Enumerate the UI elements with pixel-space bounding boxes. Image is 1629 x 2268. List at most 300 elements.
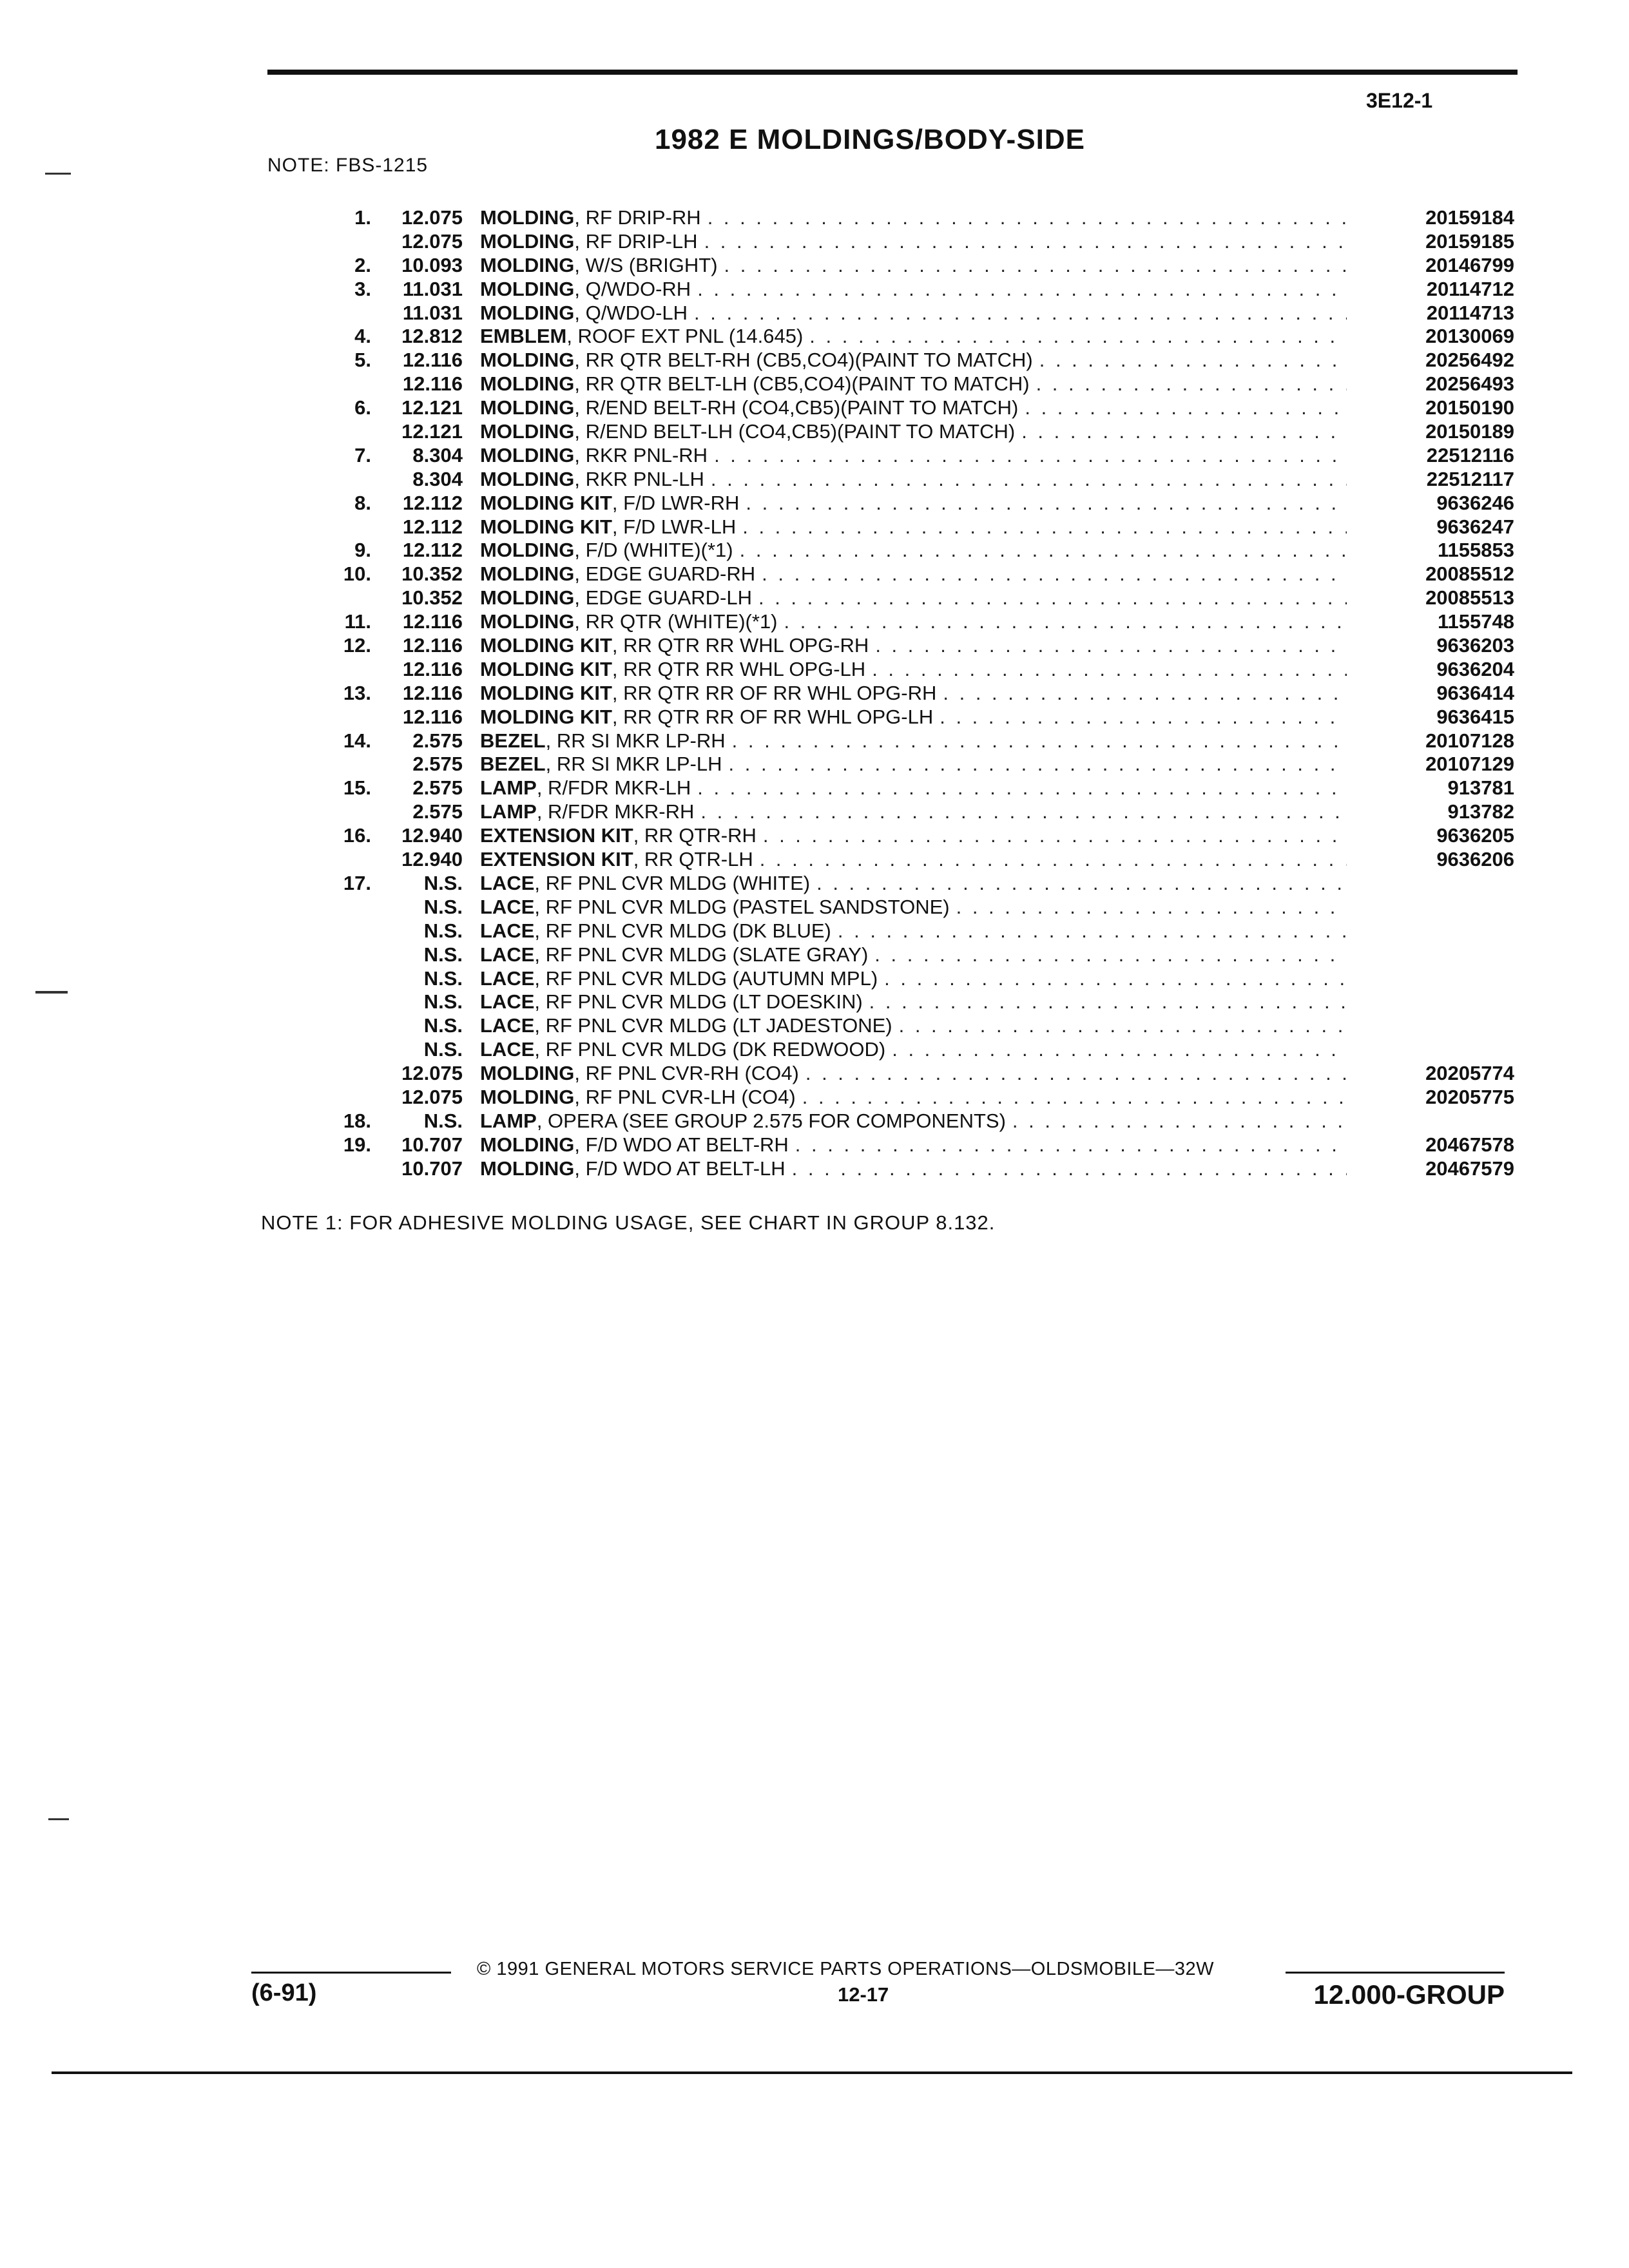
- group-number: N.S.: [423, 966, 463, 990]
- part-description: [480, 658, 1347, 682]
- item-number: 5.: [354, 349, 371, 372]
- part-description: [480, 444, 1347, 468]
- group-number: 8.304: [412, 443, 463, 466]
- part-number: 20256492: [1349, 349, 1514, 372]
- parts-row: [322, 848, 1514, 872]
- leader-dots: [697, 278, 1347, 302]
- part-spec: , RF PNL CVR-RH (CO4): [574, 1062, 799, 1085]
- part-name: LACE: [480, 1014, 535, 1037]
- part-number: 22512117: [1349, 468, 1514, 492]
- parts-row: [322, 943, 1514, 967]
- page-code: 3E12-1: [1366, 89, 1433, 112]
- part-name: EXTENSION KIT: [480, 824, 633, 847]
- parts-row: [322, 753, 1514, 776]
- item-number: 19.: [343, 1133, 371, 1156]
- group-number: N.S.: [423, 1038, 463, 1061]
- group-number: 12.116: [402, 610, 463, 633]
- part-name: MOLDING KIT: [480, 491, 612, 514]
- item-number: 18.: [343, 1109, 371, 1132]
- item-number: 14.: [343, 729, 371, 752]
- parts-row: [322, 1133, 1514, 1157]
- part-description: [480, 610, 1347, 634]
- leader-dots: [762, 562, 1347, 586]
- group-number: 12.116: [402, 681, 463, 704]
- copyright: © 1991 GENERAL MOTORS SERVICE PARTS OPERATIONS—OLDSMOBILE—32W: [477, 1959, 1214, 1979]
- group-number: N.S.: [423, 1014, 463, 1037]
- part-description: [480, 848, 1347, 872]
- group-number: 12.116: [402, 705, 463, 728]
- part-description: [480, 1110, 1347, 1133]
- parts-row: [322, 1062, 1514, 1086]
- part-number: 9636414: [1349, 682, 1514, 706]
- part-description: [480, 254, 1347, 278]
- part-spec: , RR SI MKR LP-RH: [545, 729, 726, 752]
- group-number: 11.031: [402, 277, 463, 300]
- parts-row: [322, 1086, 1514, 1110]
- top-rule: [267, 70, 1518, 75]
- page-title: 1982 E MOLDINGS/BODY-SIDE: [654, 124, 1086, 155]
- leader-dots: [708, 206, 1347, 230]
- leader-dots: [892, 1038, 1347, 1062]
- group-number: 10.352: [401, 562, 463, 586]
- leader-dots: [694, 302, 1347, 325]
- item-number: 11.: [344, 610, 371, 633]
- group-number: 12.075: [401, 1062, 463, 1085]
- footer-rule-left: [251, 1972, 451, 1974]
- part-spec: , R/END BELT-LH (CO4,CB5)(PAINT TO MATCH): [574, 420, 1016, 443]
- scan-mark: [48, 1818, 69, 1820]
- footer-rule-right: [1286, 1972, 1505, 1974]
- parts-row: [322, 872, 1514, 896]
- part-number: 913782: [1349, 800, 1514, 824]
- part-name: LAMP: [480, 776, 537, 800]
- group-number: 2.575: [412, 753, 463, 776]
- part-number: 9636247: [1349, 515, 1514, 539]
- parts-row: [322, 420, 1514, 444]
- parts-row: [322, 230, 1514, 254]
- part-description: [480, 682, 1347, 706]
- part-number: 1155853: [1349, 539, 1514, 562]
- group-number: 2.575: [412, 800, 463, 823]
- part-name: EXTENSION KIT: [480, 848, 633, 871]
- group-number: 12.121: [401, 396, 463, 419]
- part-number: 20146799: [1349, 254, 1514, 278]
- page-number: 12-17: [838, 1983, 889, 2006]
- leader-dots: [956, 896, 1347, 919]
- part-spec: , W/S (BRIGHT): [574, 253, 718, 276]
- leader-dots: [872, 658, 1347, 682]
- part-spec: , RR QTR BELT-RH (CB5,CO4)(PAINT TO MATCH): [574, 349, 1033, 372]
- part-name: LACE: [480, 1038, 535, 1061]
- part-description: [480, 1014, 1347, 1038]
- part-name: MOLDING: [480, 1133, 575, 1156]
- part-spec: , RKR PNL-LH: [574, 467, 704, 490]
- part-number: 9636206: [1349, 848, 1514, 872]
- leader-dots: [1039, 349, 1347, 372]
- part-spec: , R/FDR MKR-LH: [536, 776, 691, 800]
- part-description: [480, 1062, 1347, 1086]
- item-number: 3.: [354, 277, 371, 300]
- part-spec: , RR SI MKR LP-LH: [545, 753, 722, 776]
- item-number: 17.: [343, 871, 371, 894]
- leader-dots: [732, 729, 1347, 753]
- part-number: 20085513: [1349, 586, 1514, 610]
- part-name: LACE: [480, 943, 535, 966]
- leader-dots: [869, 990, 1347, 1014]
- part-name: MOLDING: [480, 420, 575, 443]
- part-name: LACE: [480, 871, 535, 894]
- part-number: 20107129: [1349, 753, 1514, 776]
- part-spec: , RF PNL CVR MLDG (DK REDWOOD): [534, 1038, 886, 1061]
- part-number: 20467579: [1349, 1157, 1514, 1181]
- parts-row: [322, 444, 1514, 468]
- part-description: [480, 325, 1347, 349]
- part-name: MOLDING: [480, 1085, 575, 1108]
- group-number: 12.112: [402, 539, 463, 562]
- part-spec: , F/D LWR-LH: [612, 515, 737, 538]
- revision-date: (6-91): [251, 1979, 317, 2006]
- leader-dots: [874, 943, 1347, 967]
- part-number: 20150190: [1349, 396, 1514, 420]
- part-spec: , ROOF EXT PNL (14.645): [566, 325, 804, 348]
- item-number: 9.: [354, 539, 371, 562]
- part-name: LACE: [480, 966, 535, 990]
- item-number: 4.: [354, 325, 371, 348]
- parts-row: [322, 967, 1514, 991]
- group-number: N.S.: [423, 895, 463, 918]
- part-name: EMBLEM: [480, 325, 567, 348]
- parts-row: [322, 1014, 1514, 1038]
- part-description: [480, 206, 1347, 230]
- part-description: [480, 420, 1347, 444]
- group-number: 10.352: [401, 586, 463, 610]
- leader-dots: [760, 848, 1347, 872]
- part-name: MOLDING KIT: [480, 705, 612, 728]
- part-spec: , F/D WDO AT BELT-LH: [574, 1157, 786, 1180]
- group-number: 12.940: [401, 848, 463, 871]
- parts-row: [322, 206, 1514, 230]
- part-name: BEZEL: [480, 753, 546, 776]
- leader-dots: [700, 800, 1347, 824]
- group-number: 2.575: [412, 729, 463, 752]
- part-name: LAMP: [480, 800, 537, 823]
- part-spec: , R/FDR MKR-RH: [536, 800, 695, 823]
- part-spec: , OPERA (SEE GROUP 2.575 FOR COMPONENTS): [536, 1109, 1006, 1132]
- part-spec: , RF PNL CVR MLDG (LT DOESKIN): [534, 990, 863, 1014]
- group-number: N.S.: [423, 871, 463, 894]
- group-number: 12.116: [402, 634, 463, 657]
- part-description: [480, 800, 1347, 824]
- part-description: [480, 586, 1347, 610]
- leader-dots: [792, 1157, 1347, 1181]
- item-number: 7.: [354, 443, 371, 466]
- part-spec: , RR QTR RR WHL OPG-RH: [612, 634, 869, 657]
- part-description: [480, 1086, 1347, 1110]
- part-spec: , RF DRIP-RH: [574, 206, 701, 229]
- leader-dots: [940, 706, 1347, 729]
- parts-row: [322, 896, 1514, 919]
- part-description: [480, 634, 1347, 658]
- part-number: 9636203: [1349, 634, 1514, 658]
- part-spec: , RF PNL CVR MLDG (SLATE GRAY): [534, 943, 869, 966]
- part-name: MOLDING: [480, 229, 575, 253]
- part-name: MOLDING: [480, 277, 575, 300]
- part-spec: , RR QTR RR WHL OPG-LH: [612, 657, 866, 680]
- part-number: 9636204: [1349, 658, 1514, 682]
- parts-row: [322, 302, 1514, 325]
- parts-row: [322, 349, 1514, 372]
- parts-row: [322, 1157, 1514, 1181]
- leader-dots: [884, 967, 1347, 991]
- part-description: [480, 396, 1347, 420]
- part-name: MOLDING: [480, 443, 575, 466]
- item-number: 8.: [354, 491, 371, 514]
- leader-dots: [943, 682, 1347, 706]
- group-number: N.S.: [423, 1109, 463, 1132]
- part-spec: , Q/WDO-RH: [574, 277, 691, 300]
- group-number: 12.116: [402, 372, 463, 396]
- part-description: [480, 753, 1347, 776]
- part-name: MOLDING: [480, 610, 575, 633]
- group-number: 11.031: [402, 301, 463, 324]
- part-description: [480, 468, 1347, 492]
- parts-row: [322, 610, 1514, 634]
- part-spec: , F/D (WHITE)(*1): [574, 539, 733, 562]
- parts-row: [322, 468, 1514, 492]
- part-description: [480, 1133, 1347, 1157]
- parts-row: [322, 278, 1514, 302]
- part-spec: , Q/WDO-LH: [574, 301, 688, 324]
- parts-row: [322, 372, 1514, 396]
- part-description: [480, 872, 1347, 896]
- item-number: 6.: [354, 396, 371, 419]
- leader-dots: [724, 254, 1347, 278]
- part-name: LAMP: [480, 1109, 537, 1132]
- part-name: MOLDING: [480, 396, 575, 419]
- parts-row: [322, 1038, 1514, 1062]
- leader-dots: [875, 634, 1347, 658]
- group-number: 12.075: [401, 206, 463, 229]
- parts-row: [322, 729, 1514, 753]
- parts-row: [322, 658, 1514, 682]
- part-number: 20159184: [1349, 206, 1514, 230]
- part-spec: , F/D LWR-RH: [612, 491, 740, 514]
- parts-row: [322, 990, 1514, 1014]
- part-number: 22512116: [1349, 444, 1514, 468]
- leader-dots: [758, 586, 1347, 610]
- part-spec: , RF PNL CVR-LH (CO4): [574, 1085, 796, 1108]
- part-spec: , F/D WDO AT BELT-RH: [574, 1133, 789, 1156]
- part-spec: , RR QTR (WHITE)(*1): [574, 610, 778, 633]
- leader-dots: [809, 325, 1347, 349]
- leader-dots: [697, 776, 1347, 800]
- part-number: 20114712: [1349, 278, 1514, 302]
- part-number: 20256493: [1349, 372, 1514, 396]
- parts-row: [322, 824, 1514, 848]
- group-number: N.S.: [423, 990, 463, 1014]
- leader-dots: [816, 872, 1347, 896]
- group-number: 12.112: [402, 491, 463, 514]
- leader-dots: [795, 1133, 1347, 1157]
- leader-dots: [729, 753, 1347, 776]
- leader-dots: [1025, 396, 1347, 420]
- header-note: NOTE: FBS-1215: [267, 155, 429, 176]
- group-number: 10.707: [401, 1133, 463, 1156]
- part-description: [480, 230, 1347, 254]
- part-description: [480, 302, 1347, 325]
- part-spec: , R/END BELT-RH (CO4,CB5)(PAINT TO MATCH): [574, 396, 1019, 419]
- part-name: MOLDING: [480, 206, 575, 229]
- part-name: MOLDING: [480, 372, 575, 396]
- group-number: N.S.: [423, 943, 463, 966]
- part-description: [480, 492, 1347, 515]
- part-name: LACE: [480, 990, 535, 1014]
- parts-row: [322, 492, 1514, 515]
- part-number: 20130069: [1349, 325, 1514, 349]
- part-number: 20205775: [1349, 1086, 1514, 1110]
- item-number: 15.: [343, 776, 371, 800]
- part-name: MOLDING: [480, 586, 575, 610]
- part-description: [480, 278, 1347, 302]
- leader-dots: [740, 539, 1347, 562]
- part-name: MOLDING: [480, 301, 575, 324]
- part-number: 9636415: [1349, 706, 1514, 729]
- item-number: 16.: [343, 824, 371, 847]
- part-spec: , EDGE GUARD-RH: [574, 562, 756, 586]
- leader-dots: [714, 444, 1347, 468]
- part-number: 20085512: [1349, 562, 1514, 586]
- group-number: 12.116: [402, 657, 463, 680]
- group-number: 12.940: [401, 824, 463, 847]
- part-description: [480, 967, 1347, 991]
- part-spec: , RF PNL CVR MLDG (PASTEL SANDSTONE): [534, 895, 950, 918]
- part-number: 20205774: [1349, 1062, 1514, 1086]
- part-description: [480, 562, 1347, 586]
- scan-mark: [35, 991, 68, 994]
- part-spec: , RF PNL CVR MLDG (LT JADESTONE): [534, 1014, 892, 1037]
- leader-dots: [711, 468, 1347, 492]
- part-name: LACE: [480, 919, 535, 942]
- parts-row: [322, 539, 1514, 562]
- part-number: 20114713: [1349, 302, 1514, 325]
- parts-row: [322, 586, 1514, 610]
- leader-dots: [746, 492, 1347, 515]
- item-number: 1.: [354, 206, 371, 229]
- parts-row: [322, 800, 1514, 824]
- part-description: [480, 729, 1347, 753]
- part-description: [480, 896, 1347, 919]
- part-description: [480, 824, 1347, 848]
- part-name: BEZEL: [480, 729, 546, 752]
- group-number: 12.812: [401, 325, 463, 348]
- group-number: 12.112: [402, 515, 463, 538]
- parts-list: [322, 206, 1514, 1181]
- part-number: 20159185: [1349, 230, 1514, 254]
- group-label: 12.000-GROUP: [1313, 1979, 1505, 2010]
- part-number: 9636246: [1349, 492, 1514, 515]
- leader-dots: [1036, 372, 1347, 396]
- part-description: [480, 1038, 1347, 1062]
- leader-dots: [838, 919, 1347, 943]
- parts-row: [322, 254, 1514, 278]
- part-description: [480, 706, 1347, 729]
- part-description: [480, 349, 1347, 372]
- part-description: [480, 539, 1347, 562]
- group-number: N.S.: [423, 919, 463, 942]
- part-spec: , RF DRIP-LH: [574, 229, 698, 253]
- part-name: MOLDING KIT: [480, 681, 612, 704]
- bottom-rule: [52, 2071, 1572, 2074]
- part-spec: , RR QTR RR OF RR WHL OPG-LH: [612, 705, 934, 728]
- leader-dots: [1012, 1110, 1347, 1133]
- part-spec: , RF PNL CVR MLDG (DK BLUE): [534, 919, 831, 942]
- part-name: MOLDING KIT: [480, 515, 612, 538]
- group-number: 8.304: [412, 467, 463, 490]
- part-number: 20467578: [1349, 1133, 1514, 1157]
- scan-mark: [45, 173, 71, 175]
- parts-row: [322, 682, 1514, 706]
- item-number: 12.: [343, 634, 371, 657]
- item-number: 2.: [354, 253, 371, 276]
- parts-row: [322, 919, 1514, 943]
- part-description: [480, 372, 1347, 396]
- part-name: MOLDING: [480, 539, 575, 562]
- part-description: [480, 515, 1347, 539]
- part-number: 1155748: [1349, 610, 1514, 634]
- leader-dots: [784, 610, 1347, 634]
- part-spec: , RKR PNL-RH: [574, 443, 708, 466]
- part-spec: , RR QTR RR OF RR WHL OPG-RH: [612, 681, 937, 704]
- part-description: [480, 776, 1347, 800]
- part-description: [480, 990, 1347, 1014]
- part-name: MOLDING: [480, 562, 575, 586]
- leader-dots: [802, 1086, 1347, 1110]
- group-number: 2.575: [412, 776, 463, 800]
- leader-dots: [805, 1062, 1347, 1086]
- part-number: 20150189: [1349, 420, 1514, 444]
- part-spec: , RF PNL CVR MLDG (WHITE): [534, 871, 811, 894]
- part-spec: , RR QTR-LH: [633, 848, 753, 871]
- parts-row: [322, 396, 1514, 420]
- part-name: MOLDING: [480, 1157, 575, 1180]
- parts-row: [322, 706, 1514, 729]
- part-number: 913781: [1349, 776, 1514, 800]
- part-name: MOLDING: [480, 349, 575, 372]
- part-name: MOLDING: [480, 1062, 575, 1085]
- group-number: 12.116: [402, 349, 463, 372]
- part-description: [480, 919, 1347, 943]
- part-description: [480, 1157, 1347, 1181]
- leader-dots: [742, 515, 1347, 539]
- leader-dots: [763, 824, 1347, 848]
- part-spec: , RR QTR-RH: [633, 824, 757, 847]
- item-number: 13.: [343, 681, 371, 704]
- leader-dots: [704, 230, 1347, 254]
- group-number: 10.707: [401, 1157, 463, 1180]
- group-number: 12.075: [401, 229, 463, 253]
- group-number: 12.121: [401, 420, 463, 443]
- item-number: 10.: [343, 562, 371, 586]
- group-number: 12.075: [401, 1085, 463, 1108]
- parts-row: [322, 325, 1514, 349]
- parts-row: [322, 562, 1514, 586]
- parts-row: [322, 776, 1514, 800]
- part-number: 20107128: [1349, 729, 1514, 753]
- part-name: LACE: [480, 895, 535, 918]
- part-name: MOLDING: [480, 253, 575, 276]
- leader-dots: [1021, 420, 1347, 444]
- parts-row: [322, 515, 1514, 539]
